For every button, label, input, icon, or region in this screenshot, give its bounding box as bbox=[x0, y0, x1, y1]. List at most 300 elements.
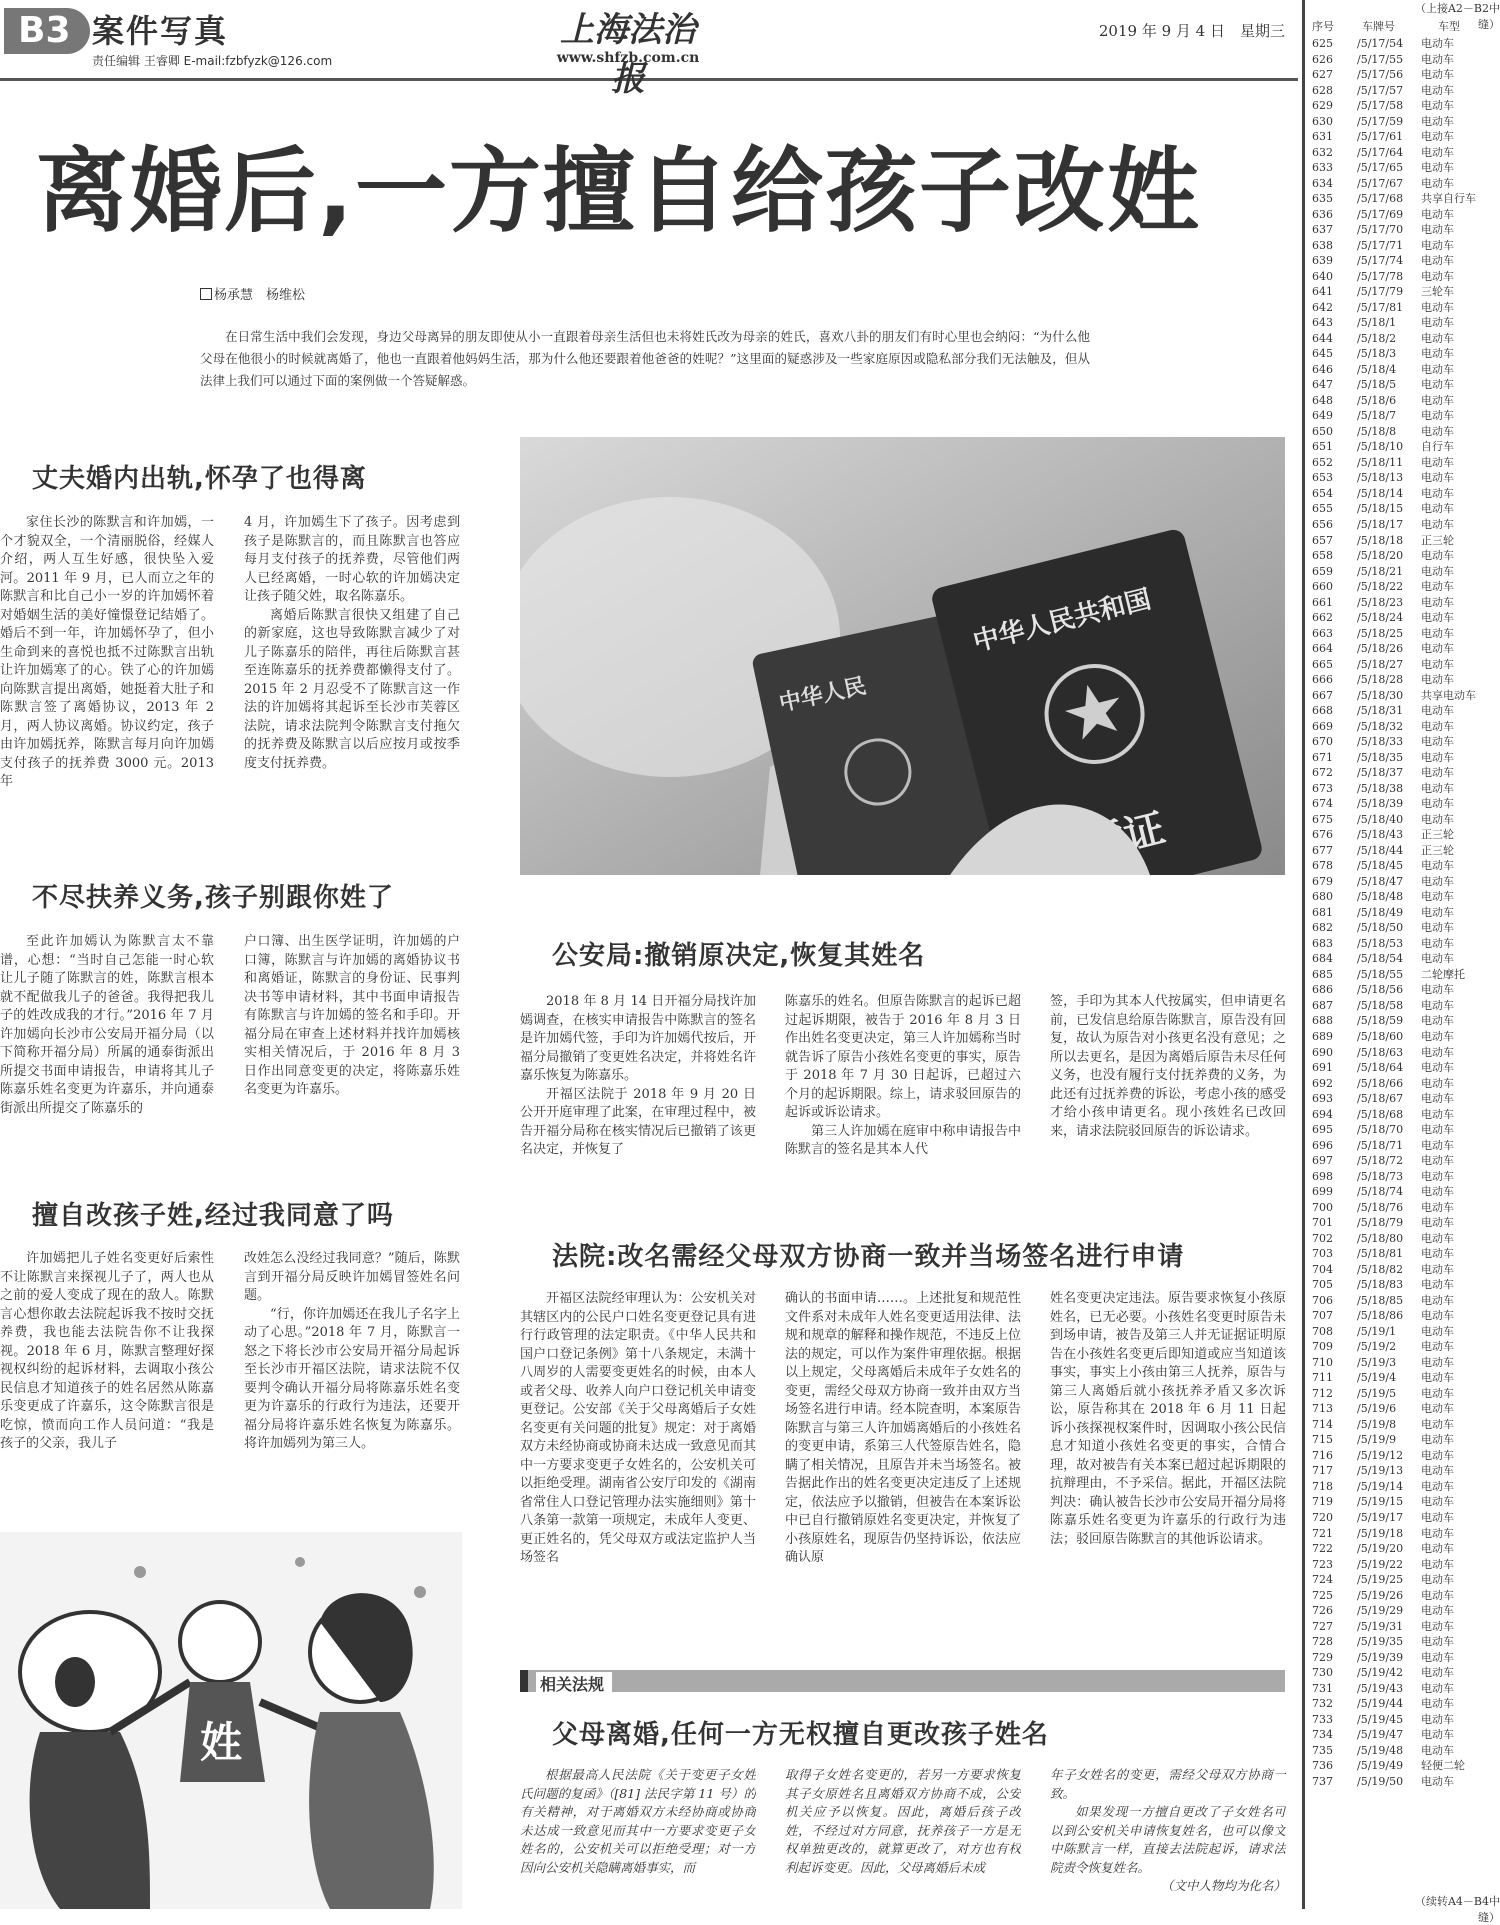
row-type: 电动车 bbox=[1421, 1107, 1454, 1121]
row-type: 电动车 bbox=[1421, 207, 1454, 221]
row-type: 电动车 bbox=[1421, 735, 1454, 749]
section-2-column-1 bbox=[0, 933, 214, 1155]
row-type: 电动车 bbox=[1421, 1061, 1454, 1075]
list-item bbox=[1305, 191, 1498, 207]
row-plate: /5/19/17 bbox=[1357, 1510, 1404, 1524]
row-index: 693 bbox=[1312, 1092, 1333, 1106]
row-type: 电动车 bbox=[1421, 1604, 1454, 1618]
byline-box-icon bbox=[200, 288, 212, 300]
row-index: 702 bbox=[1312, 1231, 1333, 1245]
row-plate: /5/18/73 bbox=[1357, 1169, 1404, 1183]
row-index: 736 bbox=[1312, 1759, 1333, 1773]
newspaper-masthead: 上海法治报 bbox=[560, 10, 696, 99]
row-plate: /5/19/18 bbox=[1357, 1526, 1404, 1540]
row-plate: /5/18/6 bbox=[1357, 393, 1397, 407]
list-item bbox=[1305, 145, 1498, 161]
list-item bbox=[1305, 1727, 1498, 1743]
row-type: 三轮车 bbox=[1421, 285, 1454, 299]
row-index: 733 bbox=[1312, 1712, 1333, 1726]
row-index: 708 bbox=[1312, 1324, 1333, 1338]
row-type: 电动车 bbox=[1421, 1278, 1454, 1292]
list-item bbox=[1305, 641, 1498, 657]
row-type: 电动车 bbox=[1421, 1448, 1454, 1462]
list-item bbox=[1305, 1200, 1498, 1216]
row-plate: /5/18/54 bbox=[1357, 952, 1404, 966]
row-type: 电动车 bbox=[1421, 1123, 1454, 1137]
row-index: 628 bbox=[1312, 83, 1333, 97]
row-type: 电动车 bbox=[1421, 1216, 1454, 1230]
row-type: 二轮摩托 bbox=[1421, 967, 1465, 981]
list-item bbox=[1305, 1355, 1498, 1371]
row-plate: /5/18/2 bbox=[1357, 331, 1397, 345]
row-index: 680 bbox=[1312, 890, 1333, 904]
row-plate: /5/18/60 bbox=[1357, 1030, 1404, 1043]
list-item bbox=[1305, 1432, 1498, 1448]
row-plate: /5/18/55 bbox=[1357, 967, 1404, 981]
list-item bbox=[1305, 889, 1498, 905]
row-index: 650 bbox=[1312, 424, 1333, 438]
row-type: 电动车 bbox=[1421, 952, 1454, 966]
list-item bbox=[1305, 83, 1498, 99]
list-item bbox=[1305, 36, 1498, 52]
row-type: 电动车 bbox=[1421, 52, 1454, 66]
row-plate: /5/17/69 bbox=[1357, 207, 1404, 221]
row-index: 716 bbox=[1312, 1448, 1333, 1462]
row-index: 703 bbox=[1312, 1247, 1333, 1261]
list-item bbox=[1305, 1619, 1498, 1635]
related-regulations-bar bbox=[520, 1670, 1285, 1692]
list-item bbox=[1305, 1293, 1498, 1309]
row-plate: /5/19/2 bbox=[1357, 1340, 1397, 1354]
row-plate: /5/18/13 bbox=[1357, 471, 1404, 485]
row-plate: /5/18/32 bbox=[1357, 719, 1404, 733]
row-index: 689 bbox=[1312, 1030, 1333, 1043]
row-type: 电动车 bbox=[1421, 1154, 1454, 1168]
list-item bbox=[1305, 858, 1498, 874]
related-regulations-marker bbox=[520, 1670, 528, 1692]
row-type: 电动车 bbox=[1421, 1619, 1454, 1633]
row-type: 电动车 bbox=[1421, 1371, 1454, 1385]
row-index: 686 bbox=[1312, 983, 1333, 997]
row-index: 723 bbox=[1312, 1557, 1333, 1571]
row-plate: /5/19/4 bbox=[1357, 1371, 1397, 1385]
row-index: 665 bbox=[1312, 657, 1333, 671]
row-index: 729 bbox=[1312, 1650, 1333, 1664]
row-type: 电动车 bbox=[1421, 1293, 1454, 1307]
row-plate: /5/18/72 bbox=[1357, 1154, 1404, 1168]
row-type: 电动车 bbox=[1421, 471, 1454, 485]
section-heading-1: 丈夫婚内出轨,怀孕了也得离 bbox=[32, 464, 367, 494]
list-item bbox=[1305, 1060, 1498, 1076]
row-plate: /5/18/71 bbox=[1357, 1138, 1404, 1152]
row-type: 电动车 bbox=[1421, 983, 1454, 997]
section-3-column-2 bbox=[244, 1250, 460, 1500]
row-plate: /5/18/26 bbox=[1357, 642, 1404, 656]
row-index: 629 bbox=[1312, 99, 1333, 113]
row-type: 正三轮 bbox=[1421, 533, 1454, 547]
row-type: 电动车 bbox=[1421, 1510, 1454, 1524]
row-type: 电动车 bbox=[1421, 1557, 1454, 1571]
cartoon-name-character: 姓 bbox=[200, 1718, 243, 1767]
paragraph: 签，手印为其本人代按属实，但申请更名前，已发信息给原告陈默言，原告没有回复，故认为原告对小孩更名没有意见；之所以去更名，是因为离婚后原告未尽任何义务，也没有履行支付抚养费的义务，为此还有过抚养费的诉讼，考虑小孩的感受才给小孩申请更名。现小孩姓名已改回来，请求法院驳回原告的诉讼请求。 bbox=[1050, 994, 1286, 1139]
row-plate: /5/18/35 bbox=[1357, 750, 1404, 764]
row-plate: /5/18/67 bbox=[1357, 1092, 1404, 1106]
row-plate: /5/17/67 bbox=[1357, 176, 1404, 190]
list-item bbox=[1305, 1169, 1498, 1185]
row-plate: /5/17/71 bbox=[1357, 238, 1404, 252]
row-type: 电动车 bbox=[1421, 1526, 1454, 1540]
row-type: 电动车 bbox=[1421, 378, 1454, 392]
row-plate: /5/18/39 bbox=[1357, 797, 1404, 811]
row-index: 685 bbox=[1312, 967, 1333, 981]
row-index: 699 bbox=[1312, 1185, 1333, 1199]
row-plate: /5/19/6 bbox=[1357, 1402, 1397, 1416]
row-plate: /5/18/80 bbox=[1357, 1231, 1404, 1245]
section-4-column-1 bbox=[520, 993, 756, 1193]
list-item bbox=[1305, 52, 1498, 68]
list-item bbox=[1305, 377, 1498, 393]
section-2-column-2 bbox=[244, 933, 460, 1155]
row-index: 687 bbox=[1312, 998, 1333, 1012]
row-type: 电动车 bbox=[1421, 68, 1454, 82]
row-plate: /5/18/23 bbox=[1357, 595, 1404, 609]
row-plate: /5/18/44 bbox=[1357, 843, 1404, 857]
row-plate: /5/18/85 bbox=[1357, 1293, 1404, 1307]
row-index: 681 bbox=[1312, 905, 1333, 919]
section-1-column-2 bbox=[244, 514, 460, 834]
list-item bbox=[1305, 1603, 1498, 1619]
list-item bbox=[1305, 1479, 1498, 1495]
list-item bbox=[1305, 1138, 1498, 1154]
row-type: 电动车 bbox=[1421, 1076, 1454, 1090]
row-index: 724 bbox=[1312, 1573, 1333, 1587]
paragraph: 许加嫣把儿子姓名变更好后索性不让陈默言来探视儿子了，两人也从之前的爱人变成了现在的敌人。陈默言心想你敢去法院起诉我不按时交抚养费，我也能去法院告你不让我探视。2018 年 6 月，陈默言整理好探视权纠纷的起诉材料，去调取小孩公民信息才知道孩子的姓名居然从陈嘉乐变更成了许嘉乐，这令陈默言很是吃惊，愤而向工作人员问道：“我是孩子的父亲，我儿子 bbox=[0, 1251, 214, 1451]
row-plate: /5/18/25 bbox=[1357, 626, 1404, 640]
list-item bbox=[1305, 967, 1498, 983]
section-3-column-1 bbox=[0, 1250, 214, 1500]
row-type: 电动车 bbox=[1421, 347, 1454, 361]
list-item bbox=[1305, 269, 1498, 285]
list-item bbox=[1305, 1448, 1498, 1464]
row-plate: /5/19/14 bbox=[1357, 1479, 1404, 1493]
row-index: 644 bbox=[1312, 331, 1333, 345]
row-type: 电动车 bbox=[1421, 223, 1454, 237]
custody-cartoon bbox=[0, 1532, 462, 1909]
row-plate: /5/18/8 bbox=[1357, 424, 1397, 438]
section-heading-4: 公安局:撤销原决定,恢复其姓名 bbox=[552, 941, 926, 971]
row-type: 共享自行车 bbox=[1421, 192, 1476, 206]
row-plate: /5/18/37 bbox=[1357, 766, 1404, 780]
row-plate: /5/18/82 bbox=[1357, 1262, 1404, 1276]
related-regulations-title: 父母离婚,任何一方无权擅自更改孩子姓名 bbox=[552, 1720, 1049, 1750]
row-type: 电动车 bbox=[1421, 1681, 1454, 1695]
paragraph: 取得子女姓名变更的，若另一方要求恢复其子女原姓名且离婚双方协商不成，公安机关应予以恢复。因此，离婚后孩子改姓，不经过对方同意，抚养孩子一方是无权单独更改的，就算更改了，对方也有权利起诉变更。因此，父母离婚后未成 bbox=[785, 1767, 1021, 1875]
list-item bbox=[1305, 1370, 1498, 1386]
row-type: 电动车 bbox=[1421, 781, 1454, 795]
row-type: 电动车 bbox=[1421, 1231, 1454, 1245]
list-item bbox=[1305, 843, 1498, 859]
row-plate: /5/17/78 bbox=[1357, 269, 1404, 283]
row-plate: /5/18/70 bbox=[1357, 1123, 1404, 1137]
row-plate: /5/18/14 bbox=[1357, 486, 1404, 500]
row-type: 电动车 bbox=[1421, 1464, 1454, 1478]
row-index: 705 bbox=[1312, 1278, 1333, 1292]
row-index: 735 bbox=[1312, 1743, 1333, 1757]
row-type: 电动车 bbox=[1421, 161, 1454, 175]
row-plate: /5/17/59 bbox=[1357, 114, 1404, 128]
related-regulations-label: 相关法规 bbox=[536, 1672, 612, 1695]
row-index: 631 bbox=[1312, 130, 1333, 144]
row-plate: /5/18/17 bbox=[1357, 517, 1404, 531]
row-type: 电动车 bbox=[1421, 1185, 1454, 1199]
row-index: 654 bbox=[1312, 486, 1333, 500]
row-index: 719 bbox=[1312, 1495, 1333, 1509]
paragraph: 家住长沙的陈默言和许加嫣，一个才貌双全，一个清丽脱俗，经媒人介绍，两人互生好感，很快坠入爱河。2011 年 9 月，已人而立之年的陈默言和比自己小一岁的许加嫣怀着对婚姻生活的美好憧憬登记结婚了。婚后不到一年，许加嫣怀孕了，但小生命到来的喜悦也抵不过陈默言出轨让许加嫣寒了的心。铁了心的许加嫣向陈默言提出离婚，她挺着大肚子和陈默言签了离婚协议，2013 年 2 月，两人协议离婚。协议约定，孩子由许加嫣抚养，陈默言每月向许加嫣支付孩子的抚养费 3000 元。2013 年 bbox=[0, 515, 214, 789]
row-type: 电动车 bbox=[1421, 455, 1454, 469]
row-plate: /5/17/64 bbox=[1357, 145, 1404, 159]
row-index: 696 bbox=[1312, 1138, 1333, 1152]
list-item bbox=[1305, 734, 1498, 750]
row-type: 电动车 bbox=[1421, 114, 1454, 128]
vehicle-list bbox=[1305, 36, 1498, 1789]
row-type: 正三轮 bbox=[1421, 828, 1454, 842]
list-item bbox=[1305, 129, 1498, 145]
list-item bbox=[1305, 284, 1498, 300]
list-item bbox=[1305, 315, 1498, 331]
related-column-2 bbox=[785, 1766, 1021, 1906]
list-item bbox=[1305, 1091, 1498, 1107]
row-plate: /5/18/27 bbox=[1357, 657, 1404, 671]
row-type: 电动车 bbox=[1421, 316, 1454, 330]
row-index: 711 bbox=[1312, 1371, 1333, 1385]
row-index: 676 bbox=[1312, 828, 1333, 842]
list-item bbox=[1305, 486, 1498, 502]
row-index: 667 bbox=[1312, 688, 1333, 702]
list-item bbox=[1305, 1494, 1498, 1510]
section-4-column-2 bbox=[785, 993, 1021, 1193]
row-plate: /5/18/74 bbox=[1357, 1185, 1404, 1199]
row-index: 677 bbox=[1312, 843, 1333, 857]
row-index: 625 bbox=[1312, 37, 1333, 50]
list-item bbox=[1305, 1029, 1498, 1045]
list-item bbox=[1305, 517, 1498, 533]
row-index: 626 bbox=[1312, 52, 1333, 66]
related-column-1 bbox=[520, 1766, 756, 1906]
list-item bbox=[1305, 579, 1498, 595]
row-index: 647 bbox=[1312, 378, 1333, 392]
row-index: 679 bbox=[1312, 874, 1333, 888]
row-index: 678 bbox=[1312, 859, 1333, 873]
row-plate: /5/18/31 bbox=[1357, 704, 1404, 718]
list-item bbox=[1305, 920, 1498, 936]
list-item bbox=[1305, 951, 1498, 967]
row-plate: /5/18/11 bbox=[1357, 455, 1404, 469]
row-type: 电动车 bbox=[1421, 1712, 1454, 1726]
row-index: 639 bbox=[1312, 254, 1333, 268]
row-index: 730 bbox=[1312, 1666, 1333, 1680]
row-plate: /5/19/35 bbox=[1357, 1635, 1404, 1649]
row-index: 722 bbox=[1312, 1542, 1333, 1556]
paragraph: 第三人许加嫣在庭审中称申请报告中陈默言的签名是其本人代 bbox=[785, 1123, 1021, 1157]
list-item bbox=[1305, 626, 1498, 642]
paragraph: 根据最高人民法院《关于变更子女姓氏问题的复函》（[81] 法民字第 11 号）的有关精神，对于离婚双方未经协商或协商未达成一致意见而其中一方要求变更子女姓名的，公安机关可以拒绝受理；对一方因向公安机关隐瞒离婚事实，而 bbox=[520, 1767, 756, 1875]
section-1-column-1 bbox=[0, 514, 214, 834]
row-plate: /5/18/66 bbox=[1357, 1076, 1404, 1090]
row-type: 正三轮 bbox=[1421, 843, 1454, 857]
row-plate: /5/19/8 bbox=[1357, 1417, 1397, 1431]
row-plate: /5/18/28 bbox=[1357, 673, 1404, 687]
row-index: 651 bbox=[1312, 440, 1333, 454]
row-plate: /5/18/64 bbox=[1357, 1061, 1404, 1075]
row-plate: /5/17/79 bbox=[1357, 285, 1404, 299]
list-item bbox=[1305, 176, 1498, 192]
editor-line: 责任编辑 王睿卿 E-mail:fzbfyzk@126.com bbox=[92, 54, 333, 68]
row-plate: /5/18/58 bbox=[1357, 998, 1404, 1012]
row-index: 709 bbox=[1312, 1340, 1333, 1354]
list-item bbox=[1305, 874, 1498, 890]
paragraph: 确认的书面申请……。上述批复和规范性文件系对未成年人姓名变更适用法律、法规和规章的解释和操作规范，不违反上位法的规定，可以作为案件审理依据。根据以上规定，父母离婚后未成年子女姓名的变更，需经父母双方协商一致并由双方当场签名进行申请。经本院查明，本案原告陈默言与第三人许加嫣离婚后的小孩姓名的变更申请，系第三人代签原告姓名，隐瞒了相关情况，且原告并未当场签名。被告据此作出的姓名变更决定违反了上述规定，依法应予以撤销，但被告在本案诉讼中已自行撤销原姓名变更决定，并恢复了小孩原姓名，现原告仍坚持诉讼，依法应确认原 bbox=[785, 1291, 1021, 1565]
row-plate: /5/18/49 bbox=[1357, 905, 1404, 919]
row-type: 电动车 bbox=[1421, 564, 1454, 578]
list-item bbox=[1305, 1665, 1498, 1681]
row-type: 轻便二轮 bbox=[1421, 1759, 1465, 1773]
row-plate: /5/18/68 bbox=[1357, 1107, 1404, 1121]
list-item bbox=[1305, 812, 1498, 828]
list-item bbox=[1305, 982, 1498, 998]
row-plate: /5/17/56 bbox=[1357, 68, 1404, 82]
row-plate: /5/18/43 bbox=[1357, 828, 1404, 842]
row-plate: /5/18/3 bbox=[1357, 347, 1397, 361]
row-index: 692 bbox=[1312, 1076, 1333, 1090]
list-item bbox=[1305, 238, 1498, 254]
list-item bbox=[1305, 1339, 1498, 1355]
row-plate: /5/18/86 bbox=[1357, 1309, 1404, 1323]
row-plate: /5/18/59 bbox=[1357, 1014, 1404, 1028]
list-item bbox=[1305, 439, 1498, 455]
list-item bbox=[1305, 688, 1498, 704]
list-item bbox=[1305, 905, 1498, 921]
paragraph: 如果发现一方擅自更改了子女姓名可以到公安机关申请恢复姓名，也可以像文中陈默言一样，直接去法院起诉，请求法院责令恢复姓名。 bbox=[1050, 1804, 1286, 1875]
list-item bbox=[1305, 207, 1498, 223]
paragraph: “行，你许加嫣还在我儿子名字上动了心思。”2018 年 7 月，陈默言一怒之下将长沙市公安局开福分局起诉至长沙市开福区法院，请求法院不仅要判令确认开福分局将陈嘉乐姓名变更为许嘉乐的行政行为违法，还要开福分局将许嘉乐姓名恢复为陈嘉乐。将许加嫣列为第三人。 bbox=[244, 1306, 460, 1451]
row-plate: /5/17/57 bbox=[1357, 83, 1404, 97]
row-type: 电动车 bbox=[1421, 1169, 1454, 1183]
list-item bbox=[1305, 455, 1498, 471]
list-item bbox=[1305, 1184, 1498, 1200]
row-type: 电动车 bbox=[1421, 517, 1454, 531]
section-heading-5: 法院:改名需经父母双方协商一致并当场签名进行申请 bbox=[552, 1242, 1185, 1272]
paragraph: 姓名变更决定违法。原告要求恢复小孩原姓名，已无必要。小孩姓名变更时原告未到场申请，被告及第三人并无证据证明原告在小孩姓名变更后即知道或应当知道该事实，事实上小孩由第三人抚养，原告与第三人离婚后就小孩抚养矛盾又多次诉讼，原告称其在 2018 年 6 月 11 日起诉小孩探视权案件时，因调取小孩公民信息才知道小孩姓名变更的事实，合情合理，故对被告有关本案已超过起诉期限的抗辩理由，不予采信。据此，开福区法院判决：确认被告长沙市公安局开福分局将陈嘉乐姓名变更为许嘉乐的行政行为违法；驳回原告陈默言的其他诉讼请求。 bbox=[1050, 1291, 1286, 1547]
row-plate: /5/18/63 bbox=[1357, 1045, 1404, 1059]
row-type: 电动车 bbox=[1421, 393, 1454, 407]
list-item bbox=[1305, 1215, 1498, 1231]
row-plate: /5/17/55 bbox=[1357, 52, 1404, 66]
row-type: 自行车 bbox=[1421, 440, 1454, 454]
section-5-column-3 bbox=[1050, 1290, 1286, 1630]
row-plate: /5/18/47 bbox=[1357, 874, 1404, 888]
row-type: 电动车 bbox=[1421, 238, 1454, 252]
row-plate: /5/17/61 bbox=[1357, 130, 1404, 144]
paragraph: 改姓怎么没经过我同意？”随后，陈默言到开福分局反映许加嫣冒签姓名问题。 bbox=[244, 1251, 460, 1303]
list-item bbox=[1305, 1277, 1498, 1293]
row-type: 电动车 bbox=[1421, 1573, 1454, 1587]
row-index: 706 bbox=[1312, 1293, 1333, 1307]
row-index: 704 bbox=[1312, 1262, 1333, 1276]
row-type: 电动车 bbox=[1421, 362, 1454, 376]
row-type: 电动车 bbox=[1421, 269, 1454, 283]
row-type: 电动车 bbox=[1421, 37, 1454, 50]
row-index: 666 bbox=[1312, 673, 1333, 687]
list-item bbox=[1305, 1743, 1498, 1759]
row-index: 658 bbox=[1312, 549, 1333, 563]
row-type: 电动车 bbox=[1421, 130, 1454, 144]
row-index: 634 bbox=[1312, 176, 1333, 190]
row-type: 电动车 bbox=[1421, 1417, 1454, 1431]
divorce-certificate-photo bbox=[520, 437, 1285, 875]
row-type: 电动车 bbox=[1421, 502, 1454, 516]
row-plate: /5/19/39 bbox=[1357, 1650, 1404, 1664]
list-item bbox=[1305, 672, 1498, 688]
row-type: 电动车 bbox=[1421, 936, 1454, 950]
section-5-column-2 bbox=[785, 1290, 1021, 1630]
row-type: 电动车 bbox=[1421, 657, 1454, 671]
row-index: 727 bbox=[1312, 1619, 1333, 1633]
row-index: 717 bbox=[1312, 1464, 1333, 1478]
row-plate: /5/18/79 bbox=[1357, 1216, 1404, 1230]
list-item bbox=[1305, 1758, 1498, 1774]
row-plate: /5/18/5 bbox=[1357, 378, 1397, 392]
row-index: 697 bbox=[1312, 1154, 1333, 1168]
small-cover-text: 中华人民 bbox=[777, 673, 869, 717]
list-item bbox=[1305, 750, 1498, 766]
list-item bbox=[1305, 1386, 1498, 1402]
list-item bbox=[1305, 1774, 1498, 1790]
row-index: 700 bbox=[1312, 1200, 1333, 1214]
issue-date: 2019 年 9 月 4 日 星期三 bbox=[1098, 22, 1285, 40]
list-item bbox=[1305, 1417, 1498, 1433]
paragraph: 年子女姓名的变更，需经父母双方协商一致。 bbox=[1050, 1767, 1286, 1801]
row-index: 674 bbox=[1312, 797, 1333, 811]
row-index: 642 bbox=[1312, 300, 1333, 314]
list-item bbox=[1305, 533, 1498, 549]
row-type: 电动车 bbox=[1421, 812, 1454, 826]
row-type: 电动车 bbox=[1421, 1138, 1454, 1152]
row-type: 电动车 bbox=[1421, 145, 1454, 159]
list-item bbox=[1305, 1324, 1498, 1340]
list-item bbox=[1305, 1650, 1498, 1666]
row-type: 电动车 bbox=[1421, 1743, 1454, 1757]
row-index: 653 bbox=[1312, 471, 1333, 485]
row-index: 640 bbox=[1312, 269, 1333, 283]
row-plate: /5/18/40 bbox=[1357, 812, 1404, 826]
list-item bbox=[1305, 1013, 1498, 1029]
row-index: 670 bbox=[1312, 735, 1333, 749]
row-plate: /5/19/1 bbox=[1357, 1324, 1397, 1338]
row-type: 电动车 bbox=[1421, 1030, 1454, 1043]
list-item bbox=[1305, 1122, 1498, 1138]
row-plate: /5/18/83 bbox=[1357, 1278, 1404, 1292]
list-item bbox=[1305, 1076, 1498, 1092]
row-type: 电动车 bbox=[1421, 1588, 1454, 1602]
row-index: 731 bbox=[1312, 1681, 1333, 1695]
list-item bbox=[1305, 222, 1498, 238]
row-type: 电动车 bbox=[1421, 580, 1454, 594]
row-plate: /5/17/68 bbox=[1357, 192, 1404, 206]
row-plate: /5/19/26 bbox=[1357, 1588, 1404, 1602]
list-item bbox=[1305, 331, 1498, 347]
row-index: 627 bbox=[1312, 68, 1333, 82]
row-index: 638 bbox=[1312, 238, 1333, 252]
